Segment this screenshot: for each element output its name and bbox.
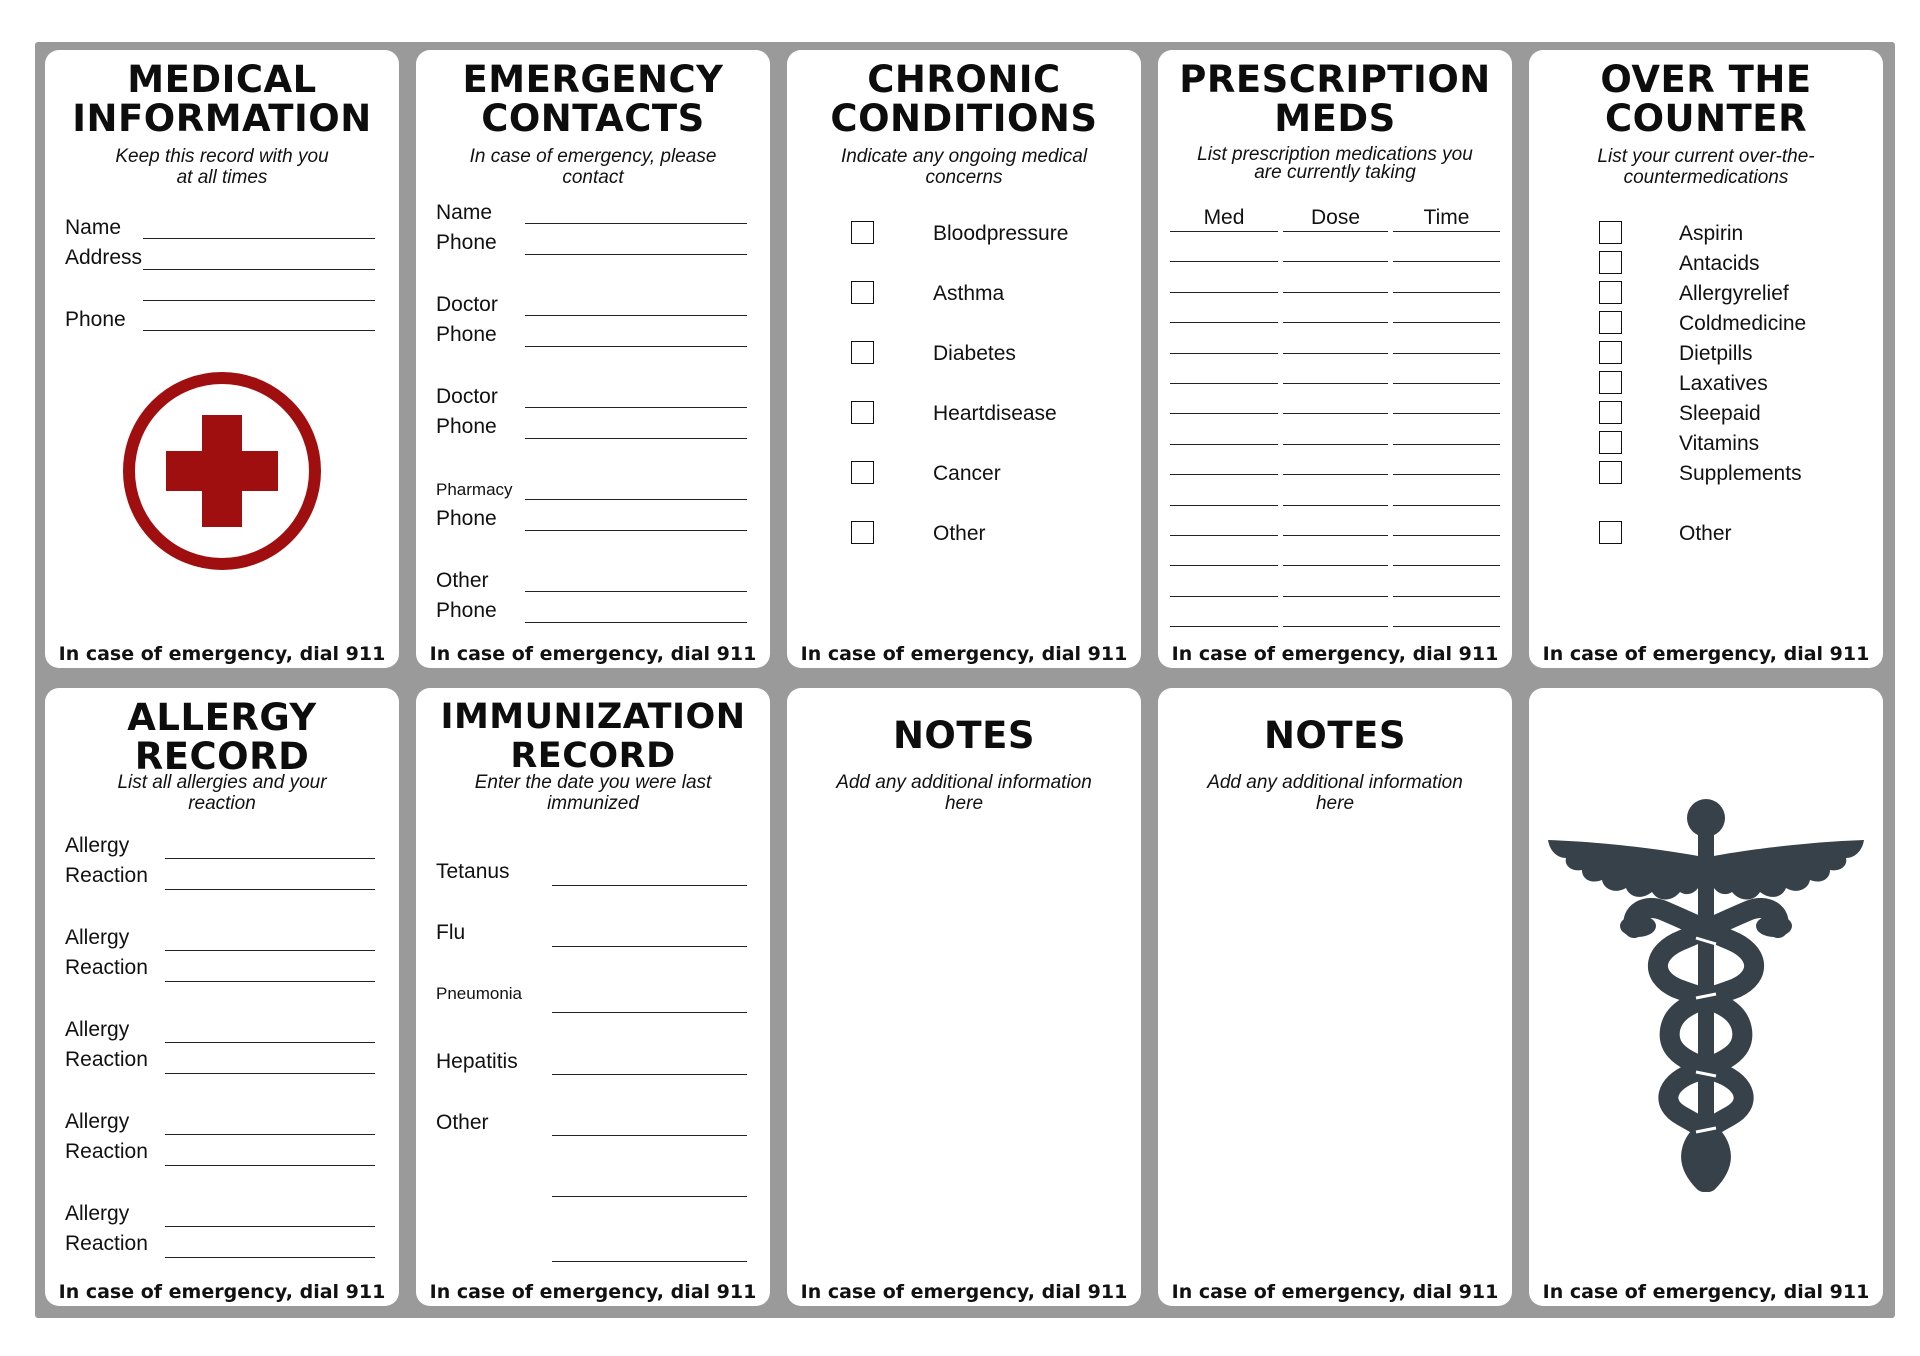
- card-title: [1529, 60, 1883, 138]
- tetanus-label: Tetanus: [436, 860, 510, 883]
- checkbox-bloodpressure[interactable]: [851, 221, 874, 244]
- column-header-underline: [1393, 231, 1500, 232]
- prescription-entry-line[interactable]: [1170, 535, 1278, 536]
- prescription-entry-line[interactable]: [1393, 292, 1500, 293]
- card-subtitle: [436, 146, 750, 188]
- otc-label: Vitamins: [1679, 432, 1760, 455]
- card-allergy-record: [45, 688, 399, 1306]
- checkbox-other[interactable]: [851, 521, 874, 544]
- otc-label: Antacids: [1679, 252, 1760, 275]
- reaction-label: Reaction: [65, 956, 148, 979]
- card-caduceus: [1529, 688, 1883, 1306]
- prescription-entry-line[interactable]: [1283, 353, 1388, 354]
- notes-area[interactable]: [807, 818, 1121, 1266]
- checkbox-coldmedicine[interactable]: [1599, 311, 1622, 334]
- prescription-entry-line[interactable]: [1170, 444, 1278, 445]
- column-header-med: Med: [1203, 206, 1245, 229]
- prescription-entry-line[interactable]: [1393, 596, 1500, 597]
- emergency-footer: In case of emergency, dial 911: [800, 1281, 1128, 1303]
- subtitle-line: Indicate any ongoing medical: [840, 146, 1088, 167]
- caduceus-icon: [1546, 798, 1866, 1198]
- name-field[interactable]: [143, 238, 375, 239]
- checkbox-cancer[interactable]: [851, 461, 874, 484]
- hepatitis-label: Hepatitis: [436, 1050, 518, 1073]
- card-medical-information: [45, 50, 399, 668]
- prescription-entry-line[interactable]: [1283, 322, 1388, 323]
- otc-label: Dietpills: [1679, 342, 1753, 365]
- prescription-entry-line[interactable]: [1393, 261, 1500, 262]
- card-title: [416, 698, 770, 776]
- allergy-field[interactable]: [165, 950, 375, 951]
- name-label: Name: [65, 216, 122, 239]
- prescription-entry-line[interactable]: [1170, 626, 1278, 627]
- reaction-field[interactable]: [165, 981, 375, 982]
- subtitle-line: concerns: [925, 167, 1003, 188]
- prescription-entry-line[interactable]: [1393, 626, 1500, 627]
- title-line: CHRONIC: [867, 58, 1061, 101]
- address-field-line-2[interactable]: [143, 300, 375, 301]
- prescription-entry-line[interactable]: [1170, 353, 1278, 354]
- red-cross-in-circle-icon: [122, 371, 322, 571]
- emergency-footer: In case of emergency, dial 911: [800, 643, 1128, 665]
- tetanus-date-field[interactable]: [552, 885, 747, 886]
- card-title: [787, 60, 1141, 138]
- extra-date-field[interactable]: [552, 1196, 747, 1197]
- emergency-footer: In case of emergency, dial 911: [1171, 1281, 1499, 1303]
- subtitle-line: here: [1315, 793, 1355, 814]
- card-subtitle: [65, 146, 379, 188]
- card-title: NOTES: [1263, 714, 1407, 757]
- reaction-field[interactable]: [165, 1257, 375, 1258]
- reaction-field[interactable]: [165, 1073, 375, 1074]
- otc-label: Laxatives: [1679, 372, 1768, 395]
- reaction-label: Reaction: [65, 1232, 148, 1255]
- card-prescription-meds: [1158, 50, 1512, 668]
- subtitle-line: Enter the date you were last: [474, 772, 712, 793]
- allergy-field[interactable]: [165, 1042, 375, 1043]
- condition-label: Bloodpressure: [933, 222, 1069, 245]
- prescription-entry-line[interactable]: [1393, 474, 1500, 475]
- subtitle-line: contact: [562, 167, 624, 188]
- allergy-label: Allergy: [65, 1202, 130, 1225]
- title-line: IMMUNIZATION: [440, 697, 746, 737]
- prescription-entry-line[interactable]: [1170, 565, 1278, 566]
- checkbox-vitamins[interactable]: [1599, 431, 1622, 454]
- otc-label: Other: [1679, 522, 1732, 545]
- subtitle-line: Keep this record with you: [115, 146, 329, 167]
- doctor-phone-label: Phone: [436, 415, 497, 438]
- doctor-field[interactable]: [525, 407, 747, 408]
- phone-label: Phone: [65, 308, 126, 331]
- contact-name-field[interactable]: [525, 223, 747, 224]
- other-label: Other: [436, 1111, 489, 1134]
- card-subtitle: [436, 772, 750, 814]
- column-header-time: Time: [1423, 206, 1470, 229]
- checkbox-aspirin[interactable]: [1599, 221, 1622, 244]
- subtitle-line: Add any additional information: [1207, 772, 1463, 793]
- contact-phone-label: Phone: [436, 231, 497, 254]
- doctor-field[interactable]: [525, 315, 747, 316]
- prescription-entry-line[interactable]: [1393, 322, 1500, 323]
- pneumonia-date-field[interactable]: [552, 1012, 747, 1013]
- card-title: NOTES: [892, 714, 1036, 757]
- hepatitis-date-field[interactable]: [552, 1074, 747, 1075]
- title-line: INFORMATION: [72, 97, 372, 140]
- condition-label: Other: [933, 522, 986, 545]
- card-subtitle: [807, 146, 1121, 188]
- prescription-entry-line[interactable]: [1283, 474, 1388, 475]
- emergency-footer: In case of emergency, dial 911: [429, 1281, 757, 1303]
- prescription-entry-line[interactable]: [1393, 413, 1500, 414]
- checkbox-dietpills[interactable]: [1599, 341, 1622, 364]
- subtitle-line: List your current over-the-: [1597, 146, 1815, 167]
- pharmacy-phone-field[interactable]: [525, 530, 747, 531]
- title-line: CONTACTS: [481, 97, 705, 140]
- prescription-entry-line[interactable]: [1283, 535, 1388, 536]
- title-line: COUNTER: [1604, 97, 1808, 140]
- card-title: [1158, 60, 1512, 138]
- allergy-label: Allergy: [65, 926, 130, 949]
- checkbox-heartdisease[interactable]: [851, 401, 874, 424]
- other-phone-label: Phone: [436, 599, 497, 622]
- prescription-entry-line[interactable]: [1170, 261, 1278, 262]
- phone-field[interactable]: [143, 330, 375, 331]
- allergy-label: Allergy: [65, 834, 130, 857]
- title-line: RECORD: [510, 736, 676, 776]
- address-field[interactable]: [143, 269, 375, 270]
- prescription-entry-line[interactable]: [1393, 353, 1500, 354]
- title-line: ALLERGY: [127, 696, 317, 739]
- condition-label: Diabetes: [933, 342, 1016, 365]
- subtitle-line: here: [944, 793, 984, 814]
- other-label: Other: [436, 569, 489, 592]
- subtitle-line: reaction: [188, 793, 256, 814]
- card-chronic-conditions: [787, 50, 1141, 668]
- checkbox-asthma[interactable]: [851, 281, 874, 304]
- reaction-field[interactable]: [165, 1165, 375, 1166]
- allergy-field[interactable]: [165, 858, 375, 859]
- card-subtitle: [65, 772, 379, 814]
- pneumonia-label: Pneumonia: [436, 984, 523, 1003]
- otc-label: Allergyrelief: [1679, 282, 1789, 305]
- contact-phone-field[interactable]: [525, 254, 747, 255]
- allergy-field[interactable]: [165, 1134, 375, 1135]
- otc-label: Aspirin: [1679, 222, 1744, 245]
- subtitle-line: In case of emergency, please: [469, 146, 717, 167]
- checkbox-laxatives[interactable]: [1599, 371, 1622, 394]
- doctor-label: Doctor: [436, 293, 498, 316]
- doctor-label: Doctor: [436, 385, 498, 408]
- otc-label: Sleepaid: [1679, 402, 1761, 425]
- other-phone-field[interactable]: [525, 622, 747, 623]
- subtitle-line: are currently taking: [1254, 162, 1416, 183]
- card-subtitle: [1549, 146, 1863, 188]
- otc-label: Coldmedicine: [1679, 312, 1807, 335]
- title-line: CONDITIONS: [830, 97, 1098, 140]
- subtitle-line: List all allergies and your: [117, 772, 327, 793]
- prescription-entry-line[interactable]: [1393, 383, 1500, 384]
- prescription-entry-line[interactable]: [1283, 596, 1388, 597]
- contact-name-label: Name: [436, 201, 493, 224]
- card-notes: [787, 688, 1141, 1306]
- emergency-footer: In case of emergency, dial 911: [1542, 643, 1870, 665]
- other-field[interactable]: [525, 591, 747, 592]
- prescription-entry-line[interactable]: [1170, 322, 1278, 323]
- prescription-entry-line[interactable]: [1170, 474, 1278, 475]
- title-line: MEDICAL: [127, 58, 317, 101]
- prescription-entry-line[interactable]: [1170, 505, 1278, 506]
- title-line: PRESCRIPTION: [1179, 58, 1491, 101]
- column-header-dose: Dose: [1310, 206, 1361, 229]
- prescription-entry-line[interactable]: [1283, 383, 1388, 384]
- flu-date-field[interactable]: [552, 946, 747, 947]
- emergency-footer: In case of emergency, dial 911: [58, 643, 386, 665]
- allergy-label: Allergy: [65, 1110, 130, 1133]
- reaction-label: Reaction: [65, 1140, 148, 1163]
- flu-label: Flu: [436, 921, 466, 944]
- condition-label: Heartdisease: [933, 402, 1057, 425]
- prescription-entry-line[interactable]: [1170, 413, 1278, 414]
- prescription-entry-line[interactable]: [1283, 505, 1388, 506]
- prescription-entry-line[interactable]: [1283, 565, 1388, 566]
- checkbox-sleepaid[interactable]: [1599, 401, 1622, 424]
- prescription-entry-line[interactable]: [1170, 383, 1278, 384]
- card-immunization-record: [416, 688, 770, 1306]
- card-notes: [1158, 688, 1512, 1306]
- prescription-entry-line[interactable]: [1283, 444, 1388, 445]
- prescription-entry-line[interactable]: [1393, 444, 1500, 445]
- prescription-entry-line[interactable]: [1170, 596, 1278, 597]
- prescription-entry-line[interactable]: [1393, 535, 1500, 536]
- card-title: [416, 60, 770, 138]
- title-line: MEDS: [1274, 97, 1396, 140]
- doctor-phone-label: Phone: [436, 323, 497, 346]
- title-line: EMERGENCY: [462, 58, 724, 101]
- subtitle-line: at all times: [176, 167, 268, 188]
- title-line: RECORD: [134, 735, 310, 778]
- doctor-phone-field[interactable]: [525, 438, 747, 439]
- reaction-label: Reaction: [65, 1048, 148, 1071]
- prescription-entry-line[interactable]: [1393, 505, 1500, 506]
- emergency-footer: In case of emergency, dial 911: [58, 1281, 386, 1303]
- otc-label: Supplements: [1679, 462, 1802, 485]
- card-over-the-counter: [1529, 50, 1883, 668]
- subtitle-line: List prescription medications you: [1197, 144, 1473, 165]
- checkbox-antacids[interactable]: [1599, 251, 1622, 274]
- notes-area[interactable]: [1178, 818, 1492, 1266]
- checkbox-other[interactable]: [1599, 521, 1622, 544]
- checkbox-allergyrelief[interactable]: [1599, 281, 1622, 304]
- emergency-footer: In case of emergency, dial 911: [1542, 1281, 1870, 1303]
- subtitle-line: countermedications: [1623, 167, 1789, 188]
- other-date-field[interactable]: [552, 1135, 747, 1136]
- pharmacy-label: Pharmacy: [436, 480, 513, 499]
- title-line: OVER THE: [1600, 58, 1812, 101]
- extra-date-field[interactable]: [552, 1261, 747, 1262]
- pharmacy-field[interactable]: [525, 499, 747, 500]
- emergency-footer: In case of emergency, dial 911: [429, 643, 757, 665]
- allergy-field[interactable]: [165, 1226, 375, 1227]
- card-title: [45, 698, 399, 776]
- doctor-phone-field[interactable]: [525, 346, 747, 347]
- column-header-underline: [1283, 231, 1388, 232]
- card-sheet: [35, 42, 1895, 1318]
- card-subtitle: [1178, 146, 1492, 182]
- card-subtitle: [1178, 772, 1492, 814]
- condition-label: Cancer: [933, 462, 1001, 485]
- reaction-field[interactable]: [165, 889, 375, 890]
- subtitle-line: immunized: [547, 793, 639, 814]
- prescription-entry-line[interactable]: [1283, 261, 1388, 262]
- card-subtitle: [807, 772, 1121, 814]
- reaction-label: Reaction: [65, 864, 148, 887]
- emergency-footer: In case of emergency, dial 911: [1171, 643, 1499, 665]
- pharmacy-phone-label: Phone: [436, 507, 497, 530]
- condition-label: Asthma: [933, 282, 1005, 305]
- prescription-entry-line[interactable]: [1283, 626, 1388, 627]
- prescription-entry-line[interactable]: [1393, 565, 1500, 566]
- card-emergency-contacts: [416, 50, 770, 668]
- card-title: [45, 60, 399, 138]
- subtitle-line: Add any additional information: [836, 772, 1092, 793]
- column-header-underline: [1170, 231, 1278, 232]
- address-label: Address: [65, 246, 143, 269]
- prescription-entry-line[interactable]: [1283, 413, 1388, 414]
- checkbox-supplements[interactable]: [1599, 461, 1622, 484]
- checkbox-diabetes[interactable]: [851, 341, 874, 364]
- allergy-label: Allergy: [65, 1018, 130, 1041]
- prescription-entry-line[interactable]: [1283, 292, 1388, 293]
- prescription-entry-line[interactable]: [1170, 292, 1278, 293]
